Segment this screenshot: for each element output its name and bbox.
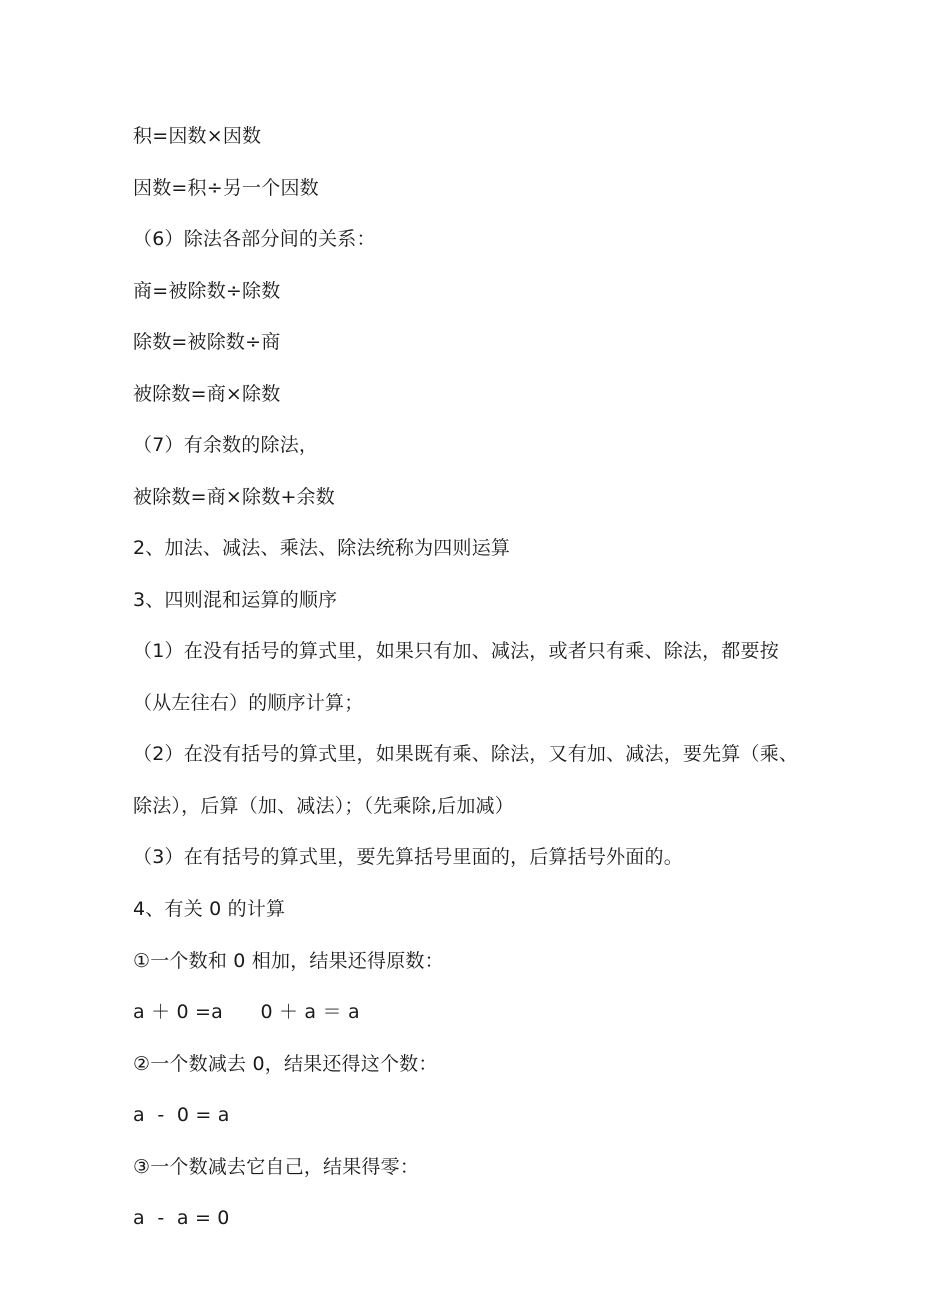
text-line: ②一个数减去 0，结果还得这个数： bbox=[133, 1053, 438, 1075]
text-line: a - 0 = a bbox=[133, 1104, 230, 1126]
text-line: ③一个数减去它自己，结果得零： bbox=[133, 1156, 420, 1178]
text-line: 2、加法、减法、乘法、除法统称为四则运算 bbox=[133, 537, 511, 559]
text-line: （3）在有括号的算式里，要先算括号里面的，后算括号外面的。 bbox=[133, 846, 683, 868]
text-line: 除数=被除数÷商 bbox=[133, 331, 281, 353]
text-line: 被除数=商×除数+余数 bbox=[133, 486, 335, 508]
text-line: （7）有余数的除法， bbox=[133, 434, 319, 456]
text-line: 4、有关 0 的计算 bbox=[133, 898, 286, 920]
text-line: ①一个数和 0 相加，结果还得原数： bbox=[133, 950, 444, 972]
text-line: （2）在没有括号的算式里，如果既有乘、除法，又有加、减法，要先算（乘、 bbox=[133, 743, 799, 765]
text-line: （6）除法各部分间的关系： bbox=[133, 228, 376, 250]
text-line: 因数=积÷另一个因数 bbox=[133, 177, 319, 199]
text-line: a ＋ 0 =a 0 ＋ a ＝ a bbox=[133, 1001, 360, 1023]
text-line: （1）在没有括号的算式里，如果只有加、减法，或者只有乘、除法，都要按 bbox=[133, 640, 779, 662]
text-line: 积=因数×因数 bbox=[133, 125, 262, 147]
text-line: 被除数=商×除数 bbox=[133, 383, 281, 405]
text-line: a - a = 0 bbox=[133, 1207, 230, 1229]
text-line: 除法），后算（加、减法）；（先乘除,后加减） bbox=[133, 795, 514, 817]
text-line: 3、四则混和运算的顺序 bbox=[133, 589, 338, 611]
text-line: （从左往右）的顺序计算； bbox=[133, 692, 364, 714]
text-line: 商=被除数÷除数 bbox=[133, 280, 281, 302]
